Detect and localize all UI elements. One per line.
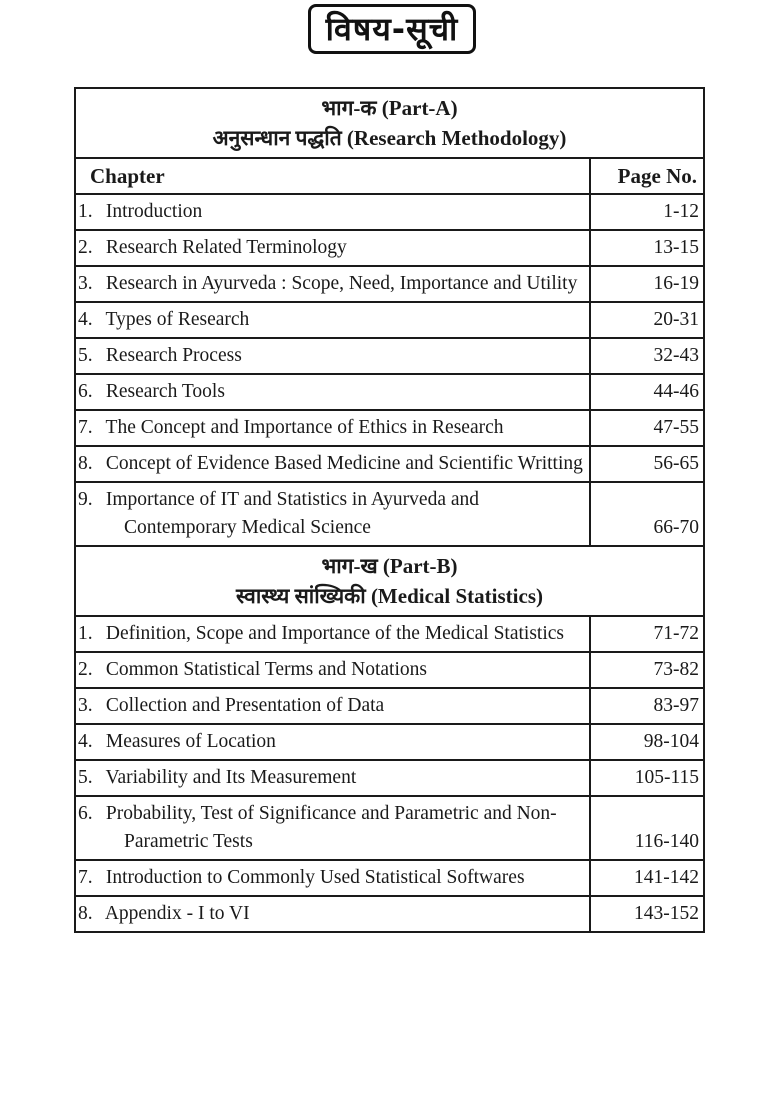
chapter-title: Research Related Terminology bbox=[105, 237, 347, 258]
page-range: 44-46 bbox=[590, 374, 704, 410]
table-row bbox=[75, 338, 704, 374]
page-range: 141-142 bbox=[590, 860, 704, 896]
chapter-entry: 3. Research in Ayurveda : Scope, Need, Importance and Utility bbox=[78, 273, 578, 294]
chapter-cell bbox=[75, 688, 590, 724]
table-row bbox=[75, 652, 704, 688]
chapter-entry: 4. Measures of Location bbox=[78, 731, 276, 752]
table-row bbox=[75, 446, 704, 482]
page-range: 83-97 bbox=[590, 688, 704, 724]
table-row bbox=[75, 266, 704, 302]
part-b-label: भाग-ख (Part-B) bbox=[321, 554, 458, 578]
page-title: विषय-सूची bbox=[325, 10, 459, 48]
table-row bbox=[75, 230, 704, 266]
part-a-label: भाग-क (Part-A) bbox=[321, 96, 458, 120]
chapter-entry: 6. Research Tools bbox=[78, 381, 225, 402]
chapter-title: Variability and Its Measurement bbox=[105, 767, 357, 788]
chapter-title: Research Process bbox=[105, 345, 242, 366]
page-range: 56-65 bbox=[590, 446, 704, 482]
page-range: 32-43 bbox=[590, 338, 704, 374]
chapter-title: Measures of Location bbox=[105, 731, 276, 752]
chapter-entry: 2. Research Related Terminology bbox=[78, 237, 347, 258]
chapter-entry: 3. Collection and Presentation of Data bbox=[78, 695, 385, 716]
chapter-entry: 4. Types of Research bbox=[78, 309, 250, 330]
chapter-cell bbox=[75, 652, 590, 688]
part-b-chapters bbox=[75, 616, 704, 932]
page-title-box bbox=[308, 4, 476, 54]
chapter-entry: 8. Concept of Evidence Based Medicine and Scientific Writting bbox=[78, 453, 583, 474]
table-row bbox=[75, 374, 704, 410]
page-range: 1-12 bbox=[590, 194, 704, 230]
page-range: 16-19 bbox=[590, 266, 704, 302]
part-b-subject: स्वास्थ्य सांख्यिकी (Medical Statistics) bbox=[236, 584, 543, 608]
part-b-heading-cell bbox=[75, 546, 704, 616]
chapter-title: Appendix - I to VI bbox=[104, 903, 250, 924]
chapter-title: Importance of IT and Statistics in Ayurveda and Contemporary Medical Science bbox=[105, 489, 480, 538]
chapter-cell bbox=[75, 194, 590, 230]
table-row bbox=[75, 410, 704, 446]
page-range: 105-115 bbox=[590, 760, 704, 796]
chapter-title: Research in Ayurveda : Scope, Need, Importance and Utility bbox=[105, 273, 578, 294]
part-a-heading-cell bbox=[75, 88, 704, 158]
page-range: 116-140 bbox=[590, 796, 704, 860]
chapter-entry: 2. Common Statistical Terms and Notations bbox=[78, 659, 427, 680]
table-row bbox=[75, 760, 704, 796]
page-range: 47-55 bbox=[590, 410, 704, 446]
chapter-title: Collection and Presentation of Data bbox=[105, 695, 385, 716]
chapter-cell bbox=[75, 896, 590, 932]
chapter-cell bbox=[75, 230, 590, 266]
chapter-title: Types of Research bbox=[105, 309, 250, 330]
chapter-title: Introduction to Commonly Used Statistical Softwares bbox=[105, 867, 525, 888]
chapter-entry: 5. Variability and Its Measurement bbox=[78, 767, 357, 788]
part-a-header bbox=[75, 88, 704, 158]
table-row bbox=[75, 724, 704, 760]
page-range: 98-104 bbox=[590, 724, 704, 760]
chapter-title: Research Tools bbox=[105, 381, 225, 402]
chapter-cell bbox=[75, 302, 590, 338]
page-range: 20-31 bbox=[590, 302, 704, 338]
chapter-title: Concept of Evidence Based Medicine and Scientific Writting bbox=[105, 453, 583, 474]
page-range: 143-152 bbox=[590, 896, 704, 932]
chapter-cell bbox=[75, 446, 590, 482]
chapter-title: Common Statistical Terms and Notations bbox=[105, 659, 427, 680]
chapter-title: Introduction bbox=[105, 201, 203, 222]
page-range: 13-15 bbox=[590, 230, 704, 266]
chapter-entry: 7. Introduction to Commonly Used Statistical Softwares bbox=[78, 867, 525, 888]
chapter-cell bbox=[75, 860, 590, 896]
table-of-contents bbox=[74, 87, 705, 933]
chapter-cell bbox=[75, 796, 590, 860]
table-row bbox=[75, 302, 704, 338]
chapter-cell bbox=[75, 616, 590, 652]
chapter-entry: 1. Definition, Scope and Importance of the Medical Statistics bbox=[78, 623, 565, 644]
table-row bbox=[75, 688, 704, 724]
chapter-cell bbox=[75, 338, 590, 374]
table-row bbox=[75, 896, 704, 932]
part-a-subject: अनुसन्धान पद्धति (Research Methodology) bbox=[212, 126, 567, 150]
chapter-entry: 5. Research Process bbox=[78, 345, 242, 366]
table-row bbox=[75, 616, 704, 652]
chapter-cell bbox=[75, 374, 590, 410]
table-row bbox=[75, 860, 704, 896]
table-row bbox=[75, 482, 704, 546]
chapter-entry: 8. Appendix - I to VI bbox=[78, 903, 250, 924]
chapter-entry: 1. Introduction bbox=[78, 201, 203, 222]
chapter-entry: 7. The Concept and Importance of Ethics in Research bbox=[78, 417, 504, 438]
chapter-cell bbox=[75, 760, 590, 796]
page-range: 66-70 bbox=[590, 482, 704, 546]
chapter-cell bbox=[75, 410, 590, 446]
part-a-chapters bbox=[75, 194, 704, 546]
table-row bbox=[75, 194, 704, 230]
part-b-header bbox=[75, 546, 704, 616]
column-header-chapter: Chapter bbox=[75, 158, 590, 194]
chapter-cell bbox=[75, 266, 590, 302]
chapter-title: The Concept and Importance of Ethics in Research bbox=[105, 417, 504, 438]
chapter-entry: 9. Importance of IT and Statistics in Ayurveda and Contemporary Medical Science bbox=[78, 489, 480, 538]
chapter-entry: 6. Probability, Test of Significance and Parametric and Non-Parametric Tests bbox=[78, 803, 557, 852]
chapter-title: Probability, Test of Significance and Parametric and Non-Parametric Tests bbox=[105, 803, 557, 852]
page-range: 71-72 bbox=[590, 616, 704, 652]
chapter-title: Definition, Scope and Importance of the Medical Statistics bbox=[105, 623, 565, 644]
chapter-cell bbox=[75, 724, 590, 760]
column-header-page: Page No. bbox=[590, 158, 704, 194]
table-row bbox=[75, 796, 704, 860]
page-range: 73-82 bbox=[590, 652, 704, 688]
chapter-cell bbox=[75, 482, 590, 546]
column-header-row bbox=[75, 158, 704, 194]
